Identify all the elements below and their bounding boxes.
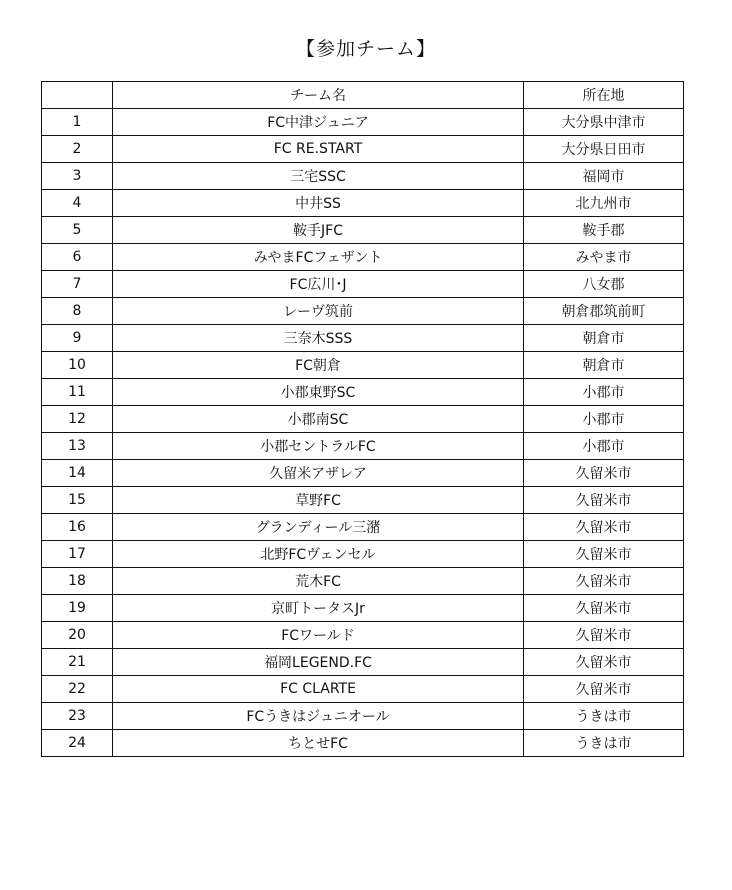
cell-location: 小郡市 — [524, 406, 684, 433]
cell-no: 23 — [42, 703, 113, 730]
cell-no: 1 — [42, 109, 113, 136]
cell-location: 福岡市 — [524, 163, 684, 190]
table-row — [42, 352, 684, 379]
table-row — [42, 406, 684, 433]
teams-table — [41, 81, 684, 757]
header-no — [42, 82, 113, 109]
cell-no: 10 — [42, 352, 113, 379]
cell-no: 11 — [42, 379, 113, 406]
cell-no: 6 — [42, 244, 113, 271]
cell-location: 久留米市 — [524, 622, 684, 649]
cell-team-name: 京町トータスJr — [113, 595, 524, 622]
cell-location: 久留米市 — [524, 595, 684, 622]
page-title: 【参加チーム】 — [295, 38, 436, 60]
cell-no: 2 — [42, 136, 113, 163]
cell-location: 久留米市 — [524, 487, 684, 514]
cell-location: うきは市 — [524, 703, 684, 730]
cell-no: 5 — [42, 217, 113, 244]
header-team-name: チーム名 — [113, 82, 524, 109]
cell-location: 久留米市 — [524, 676, 684, 703]
table-row — [42, 514, 684, 541]
cell-team-name: みやまFCフェザント — [113, 244, 524, 271]
cell-team-name: 三奈木SSS — [113, 325, 524, 352]
cell-no: 22 — [42, 676, 113, 703]
cell-team-name: FCワールド — [113, 622, 524, 649]
cell-no: 18 — [42, 568, 113, 595]
table-row — [42, 217, 684, 244]
cell-team-name: FC RE.START — [113, 136, 524, 163]
cell-team-name: 福岡LEGEND.FC — [113, 649, 524, 676]
table-row — [42, 703, 684, 730]
cell-team-name: FC広川･J — [113, 271, 524, 298]
cell-location: 小郡市 — [524, 433, 684, 460]
cell-no: 12 — [42, 406, 113, 433]
cell-location: みやま市 — [524, 244, 684, 271]
table-row — [42, 595, 684, 622]
table-row — [42, 190, 684, 217]
cell-no: 24 — [42, 730, 113, 757]
cell-no: 17 — [42, 541, 113, 568]
cell-team-name: 久留米アザレア — [113, 460, 524, 487]
table-body — [42, 109, 684, 757]
cell-no: 20 — [42, 622, 113, 649]
cell-team-name: 鞍手JFC — [113, 217, 524, 244]
table-header-row — [42, 82, 684, 109]
table-row — [42, 649, 684, 676]
cell-team-name: 小郡セントラルFC — [113, 433, 524, 460]
cell-location: 朝倉市 — [524, 352, 684, 379]
cell-location: 小郡市 — [524, 379, 684, 406]
cell-no: 14 — [42, 460, 113, 487]
table-row — [42, 298, 684, 325]
cell-team-name: 小郡東野SC — [113, 379, 524, 406]
cell-team-name: 荒木FC — [113, 568, 524, 595]
cell-location: 鞍手郡 — [524, 217, 684, 244]
cell-no: 3 — [42, 163, 113, 190]
cell-location: 久留米市 — [524, 541, 684, 568]
cell-location: 朝倉郡筑前町 — [524, 298, 684, 325]
table-row — [42, 487, 684, 514]
cell-no: 8 — [42, 298, 113, 325]
cell-location: 久留米市 — [524, 568, 684, 595]
cell-team-name: FCうきはジュニオール — [113, 703, 524, 730]
cell-no: 21 — [42, 649, 113, 676]
table-row — [42, 136, 684, 163]
cell-location: 北九州市 — [524, 190, 684, 217]
cell-team-name: 小郡南SC — [113, 406, 524, 433]
cell-team-name: FC中津ジュニア — [113, 109, 524, 136]
cell-location: うきは市 — [524, 730, 684, 757]
table-row — [42, 379, 684, 406]
table-row — [42, 730, 684, 757]
cell-team-name: ちとせFC — [113, 730, 524, 757]
cell-team-name: 三宅SSC — [113, 163, 524, 190]
cell-location: 八女郡 — [524, 271, 684, 298]
cell-no: 13 — [42, 433, 113, 460]
cell-team-name: FC CLARTE — [113, 676, 524, 703]
cell-location: 久留米市 — [524, 460, 684, 487]
cell-no: 7 — [42, 271, 113, 298]
cell-location: 朝倉市 — [524, 325, 684, 352]
table-row — [42, 541, 684, 568]
table-row — [42, 244, 684, 271]
cell-team-name: FC朝倉 — [113, 352, 524, 379]
table-row — [42, 568, 684, 595]
cell-location: 大分県日田市 — [524, 136, 684, 163]
cell-no: 19 — [42, 595, 113, 622]
cell-no: 16 — [42, 514, 113, 541]
cell-team-name: 中井SS — [113, 190, 524, 217]
cell-location: 久留米市 — [524, 514, 684, 541]
table-row — [42, 622, 684, 649]
table-row — [42, 676, 684, 703]
cell-team-name: グランディール三潴 — [113, 514, 524, 541]
header-location: 所在地 — [524, 82, 684, 109]
cell-location: 大分県中津市 — [524, 109, 684, 136]
table-row — [42, 271, 684, 298]
cell-no: 4 — [42, 190, 113, 217]
table-row — [42, 460, 684, 487]
cell-team-name: 草野FC — [113, 487, 524, 514]
cell-no: 15 — [42, 487, 113, 514]
cell-location: 久留米市 — [524, 649, 684, 676]
cell-team-name: レーヴ筑前 — [113, 298, 524, 325]
cell-team-name: 北野FCヴェンセル — [113, 541, 524, 568]
cell-no: 9 — [42, 325, 113, 352]
table-row — [42, 163, 684, 190]
table-row — [42, 325, 684, 352]
table-row — [42, 109, 684, 136]
table-row — [42, 433, 684, 460]
